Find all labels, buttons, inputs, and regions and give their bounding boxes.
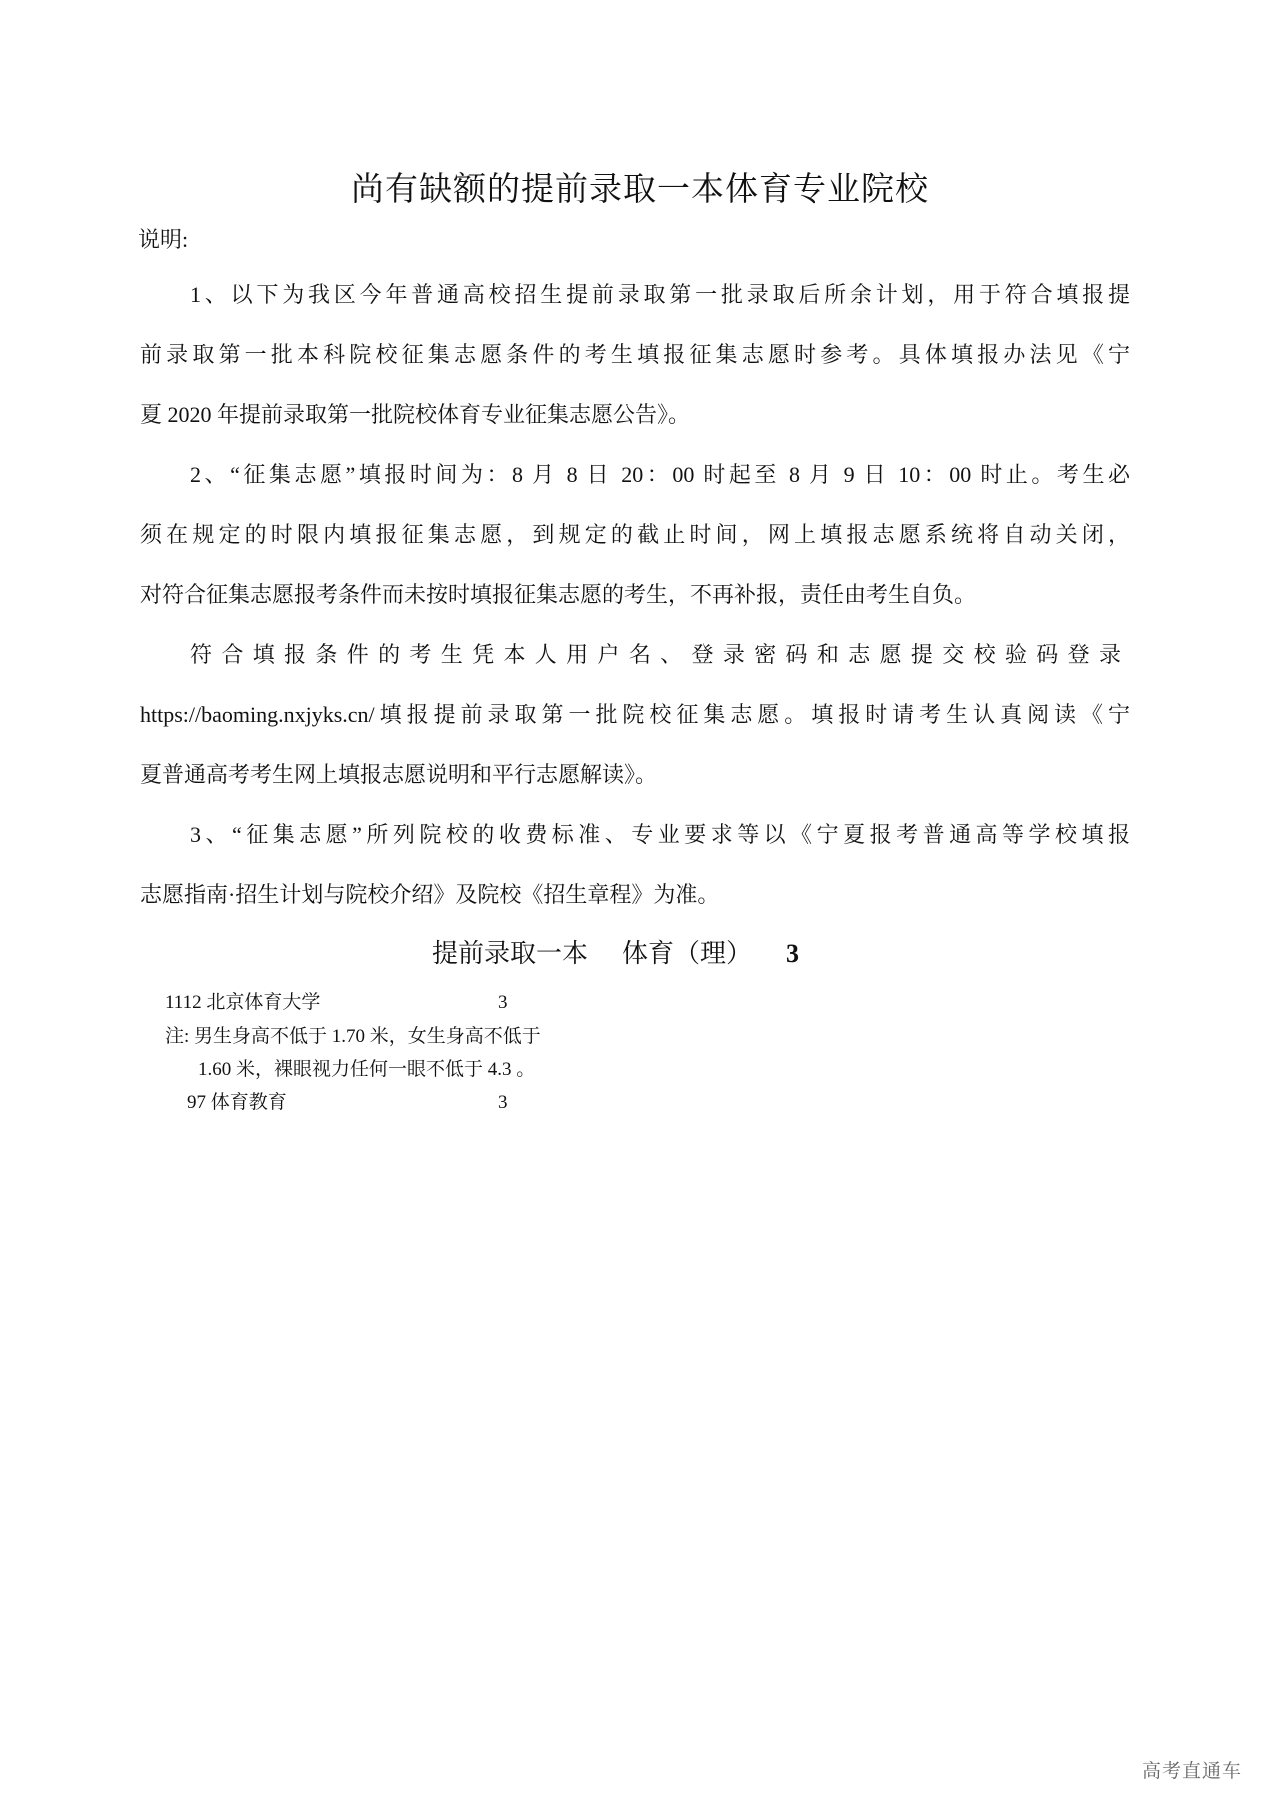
paragraph-line: 1、以下为我区今年普通高校招生提前录取第一批录取后所余计划，用于符合填报提 bbox=[190, 282, 1130, 307]
paragraph-line: 符合填报条件的考生凭本人用户名、登录密码和志愿提交校验码登录 bbox=[190, 642, 1130, 667]
major-code-name: 97 体育教育 bbox=[187, 1092, 287, 1113]
section-batch: 提前录取一本 bbox=[432, 939, 589, 968]
paragraph-line: 夏普通高考考生网上填报志愿说明和平行志愿解读》。 bbox=[140, 762, 658, 787]
intro-label: 说明: bbox=[138, 227, 189, 252]
school-plan-count: 3 bbox=[498, 992, 508, 1013]
paragraph-line: 志愿指南·招生计划与院校介绍》及院校《招生章程》为准。 bbox=[140, 882, 720, 907]
section-heading bbox=[432, 936, 799, 972]
major-plan-count: 3 bbox=[498, 1092, 508, 1113]
paragraph-line: 3、“征集志愿”所列院校的收费标准、专业要求等以《宁夏报考普通高等学校填报 bbox=[190, 822, 1130, 847]
paragraph-line: 对符合征集志愿报考条件而未按时填报征集志愿的考生，不再补报，责任由考生自负。 bbox=[140, 582, 977, 607]
paragraph-line-with-url: https://baoming.nxjyks.cn/填报提前录取第一批院校征集志愿。填报时请考生认真阅读《宁 bbox=[140, 702, 1130, 727]
watermark: 高考直通车 bbox=[1142, 1760, 1243, 1782]
section-count: 3 bbox=[786, 939, 800, 968]
school-note-line: 1.60 米，裸眼视力任何一眼不低于 4.3 。 bbox=[198, 1059, 536, 1080]
paragraph-line: 夏 2020 年提前录取第一批院校体育专业征集志愿公告》。 bbox=[140, 402, 691, 427]
school-code-name: 1112 北京体育大学 bbox=[165, 992, 321, 1013]
page-title: 尚有缺额的提前录取一本体育专业院校 bbox=[351, 172, 929, 208]
paragraph-line: 前录取第一批本科院校征集志愿条件的考生填报征集志愿时参考。具体填报办法见《宁 bbox=[140, 342, 1130, 367]
paragraph-line: 须在规定的时限内填报征集志愿，到规定的截止时间，网上填报志愿系统将自动关闭， bbox=[140, 522, 1130, 547]
school-row bbox=[165, 990, 565, 1016]
school-note-line: 注: 男生身高不低于 1.70 米，女生身高不低于 bbox=[165, 1026, 541, 1047]
paragraph-line: 2、“征集志愿”填报时间为：8 月 8 日 20：00 时起至 8 月 9 日 10：00 时止。考生必 bbox=[190, 462, 1131, 487]
major-row bbox=[187, 1090, 587, 1116]
section-category: 体育（理） bbox=[622, 939, 753, 968]
